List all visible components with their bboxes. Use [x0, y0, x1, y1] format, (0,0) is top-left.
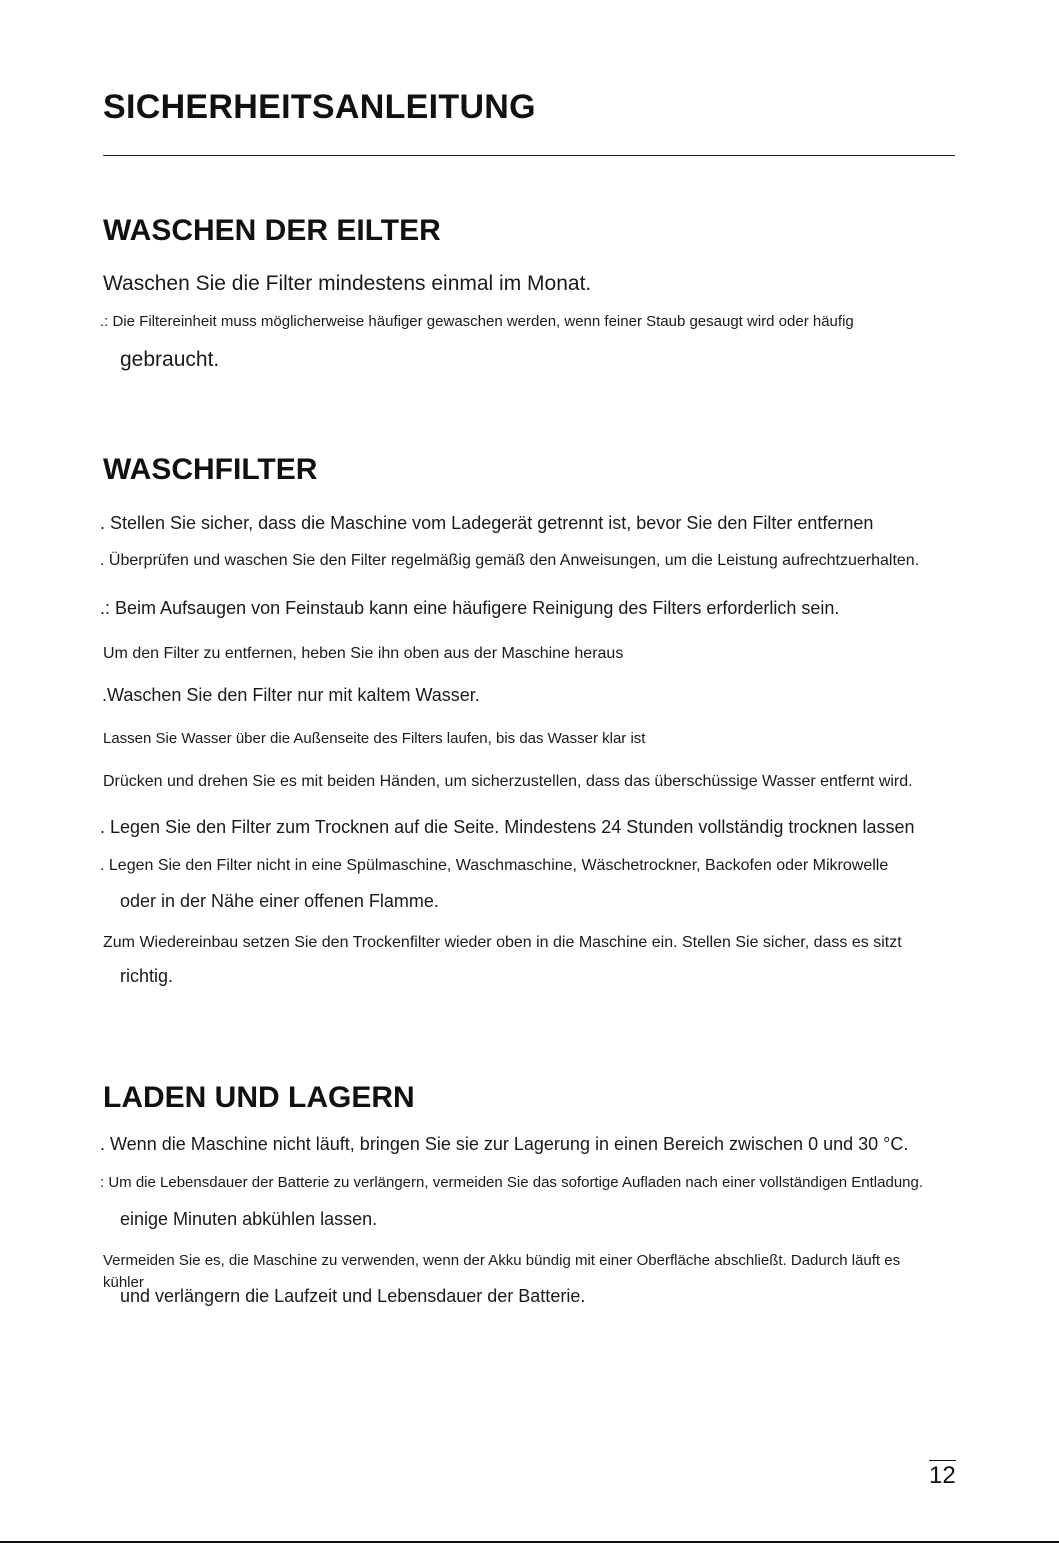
instruction-line: und verlängern die Laufzeit und Lebensdauer der Batterie.	[120, 1286, 586, 1306]
bottom-border	[0, 1541, 1059, 1543]
paragraph-line: .: Die Filtereinheit muss möglicherweise häufiger gewaschen werden, wenn feiner Staub gesaugt wird oder häufig	[100, 313, 854, 330]
instruction-line: Um den Filter zu entfernen, heben Sie ihn oben aus der Maschine heraus	[103, 645, 624, 662]
instruction-line: richtig.	[120, 966, 174, 986]
instruction-line: Lassen Sie Wasser über die Außenseite des Filters laufen, bis das Wasser klar ist	[103, 730, 646, 747]
instruction-line: : Um die Lebensdauer der Batterie zu verlängern, vermeiden Sie das sofortige Aufladen nach einer vollständigen Entladung.	[100, 1174, 924, 1191]
instruction-line: . Wenn die Maschine nicht läuft, bringen Sie sie zur Lagerung in einen Bereich zwischen 0 und 30 °C.	[100, 1134, 909, 1154]
instruction-line: .: Beim Aufsaugen von Feinstaub kann eine häufigere Reinigung des Filters erforderlich sein.	[100, 598, 840, 618]
instruction-line: . Überprüfen und waschen Sie den Filter regelmäßig gemäß den Anweisungen, um die Leistung aufrechtzuerhalten.	[100, 552, 920, 569]
instruction-line: kühler	[103, 1274, 144, 1291]
page-title: SICHERHEITSANLEITUNG	[103, 88, 536, 126]
paragraph-line: Waschen Sie die Filter mindestens einmal im Monat.	[103, 272, 592, 295]
instruction-line: . Stellen Sie sicher, dass die Maschine vom Ladegerät getrennt ist, bevor Sie den Filter entfernen	[100, 513, 874, 533]
page-number: 12	[929, 1462, 956, 1489]
instruction-line: .Waschen Sie den Filter nur mit kaltem Wasser.	[102, 685, 480, 705]
instruction-line: Zum Wiedereinbau setzen Sie den Trockenfilter wieder oben in die Maschine ein. Stellen Sie sicher, dass es sitzt	[103, 934, 902, 951]
section-heading-charging-storage: LADEN UND LAGERN	[103, 1081, 415, 1114]
instruction-line: Drücken und drehen Sie es mit beiden Händen, um sicherzustellen, dass das überschüssige Wasser entfernt wird.	[103, 773, 913, 790]
page-number-overline	[929, 1460, 956, 1461]
instruction-line: oder in der Nähe einer offenen Flamme.	[120, 891, 439, 911]
instruction-line: . Legen Sie den Filter nicht in eine Spülmaschine, Waschmaschine, Wäschetrockner, Backofen oder Mikrowelle	[100, 857, 889, 874]
title-divider	[103, 155, 955, 156]
section-heading-wash-filter: WASCHFILTER	[103, 453, 318, 486]
paragraph-line: gebraucht.	[120, 348, 220, 371]
section-heading-washing-filters: WASCHEN DER EILTER	[103, 214, 441, 247]
instruction-line: Vermeiden Sie es, die Maschine zu verwenden, wenn der Akku bündig mit einer Oberfläche abschließt. Dadurch läuft es	[103, 1252, 901, 1269]
instruction-line: einige Minuten abkühlen lassen.	[120, 1209, 378, 1229]
instruction-line: . Legen Sie den Filter zum Trocknen auf die Seite. Mindestens 24 Stunden vollständig trocknen lassen	[100, 817, 915, 837]
